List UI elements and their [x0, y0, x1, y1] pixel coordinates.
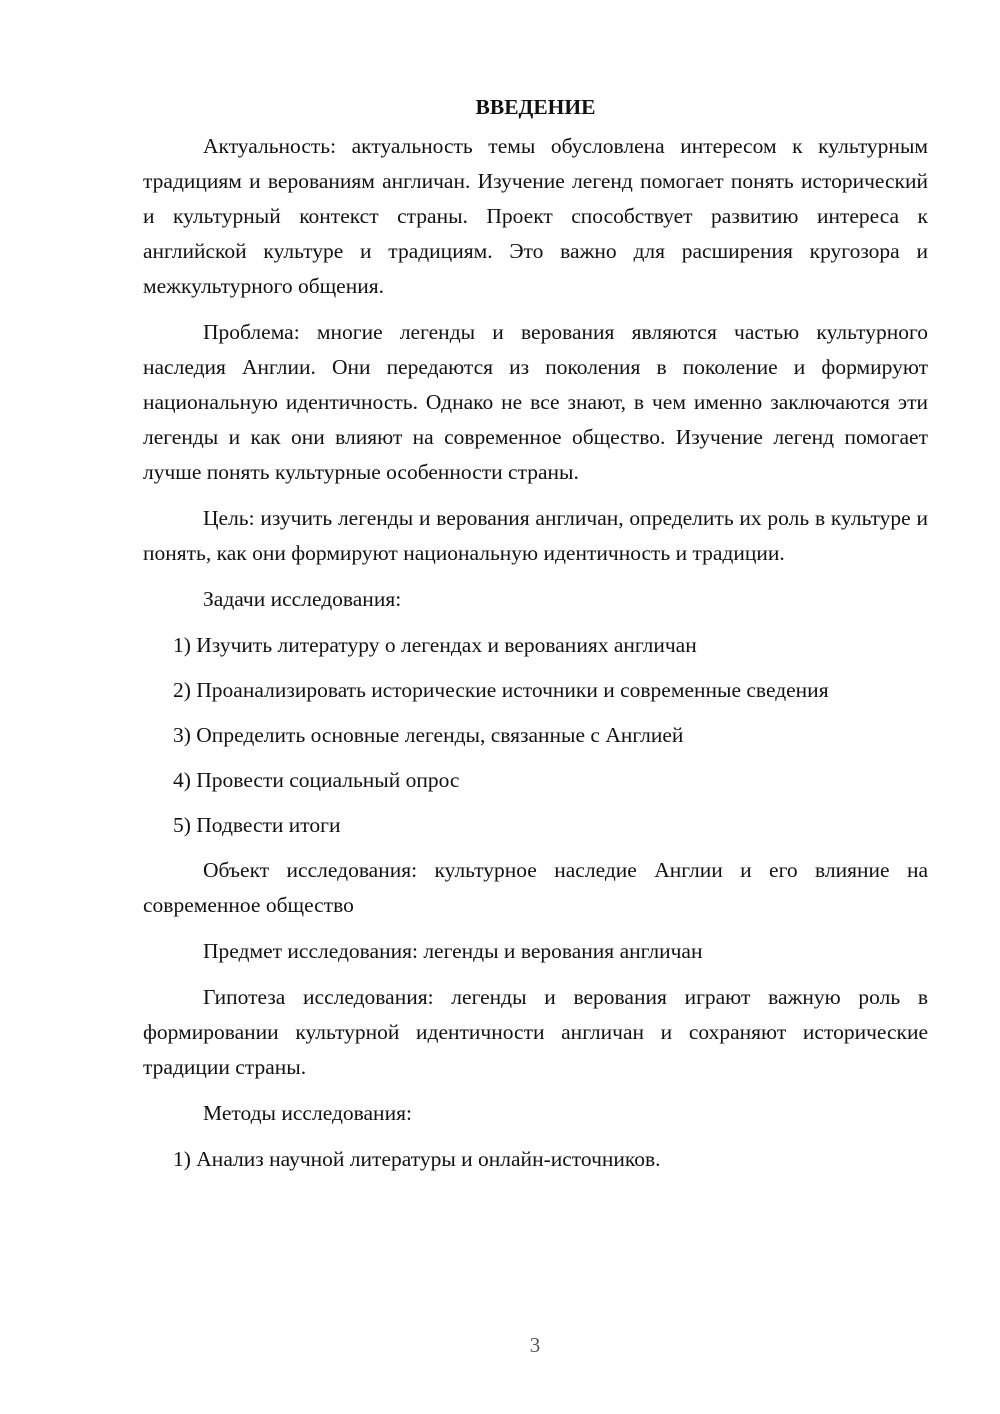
problem-paragraph: Проблема: многие легенды и верования являются частью культурного наследия Англии. Они передаются из поколения в поколение и формируют национальную идентичность. Однако не все знают, в чем именно заключаются эти легенды и как они влияют на современное общество. Изучение легенд помогает лучше понять культурные особенности страны. [143, 320, 928, 484]
task-item: 1) Изучить литературу о легендах и верованиях англичан [173, 633, 697, 657]
goal-paragraph: Цель: изучить легенды и верования англичан, определить их роль в культуре и понять, как они формируют национальную идентичность и традиции. [143, 506, 928, 565]
document-body [143, 90, 928, 1187]
section-heading: ВВЕДЕНИЕ [475, 95, 596, 119]
subject-paragraph: Предмет исследования: легенды и верования англичан [203, 939, 703, 963]
task-item: 2) Проанализировать исторические источники и современные сведения [173, 678, 829, 702]
tasks-title: Задачи исследования: [203, 587, 402, 611]
actuality-paragraph: Актуальность: актуальность темы обусловлена интересом к культурным традициям и верованиям англичан. Изучение легенд помогает понять исторический и культурный контекст страны. Проект способствует развитию интереса к английской культуре и традициям. Это важно для расширения кругозора и межкультурного общения. [143, 134, 928, 298]
task-item: 5) Подвести итоги [173, 813, 341, 837]
methods-title: Методы исследования: [203, 1101, 412, 1125]
object-paragraph: Объект исследования: культурное наследие Англии и его влияние на современное общество [143, 858, 928, 917]
method-item: 1) Анализ научной литературы и онлайн-источников. [173, 1147, 661, 1171]
hypothesis-paragraph: Гипотеза исследования: легенды и верования играют важную роль в формировании культурной идентичности англичан и сохраняют исторические традиции страны. [143, 985, 928, 1079]
task-item: 3) Определить основные легенды, связанные с Англией [173, 723, 684, 747]
task-item: 4) Провести социальный опрос [173, 768, 460, 792]
page-number: 3 [529, 1333, 541, 1357]
